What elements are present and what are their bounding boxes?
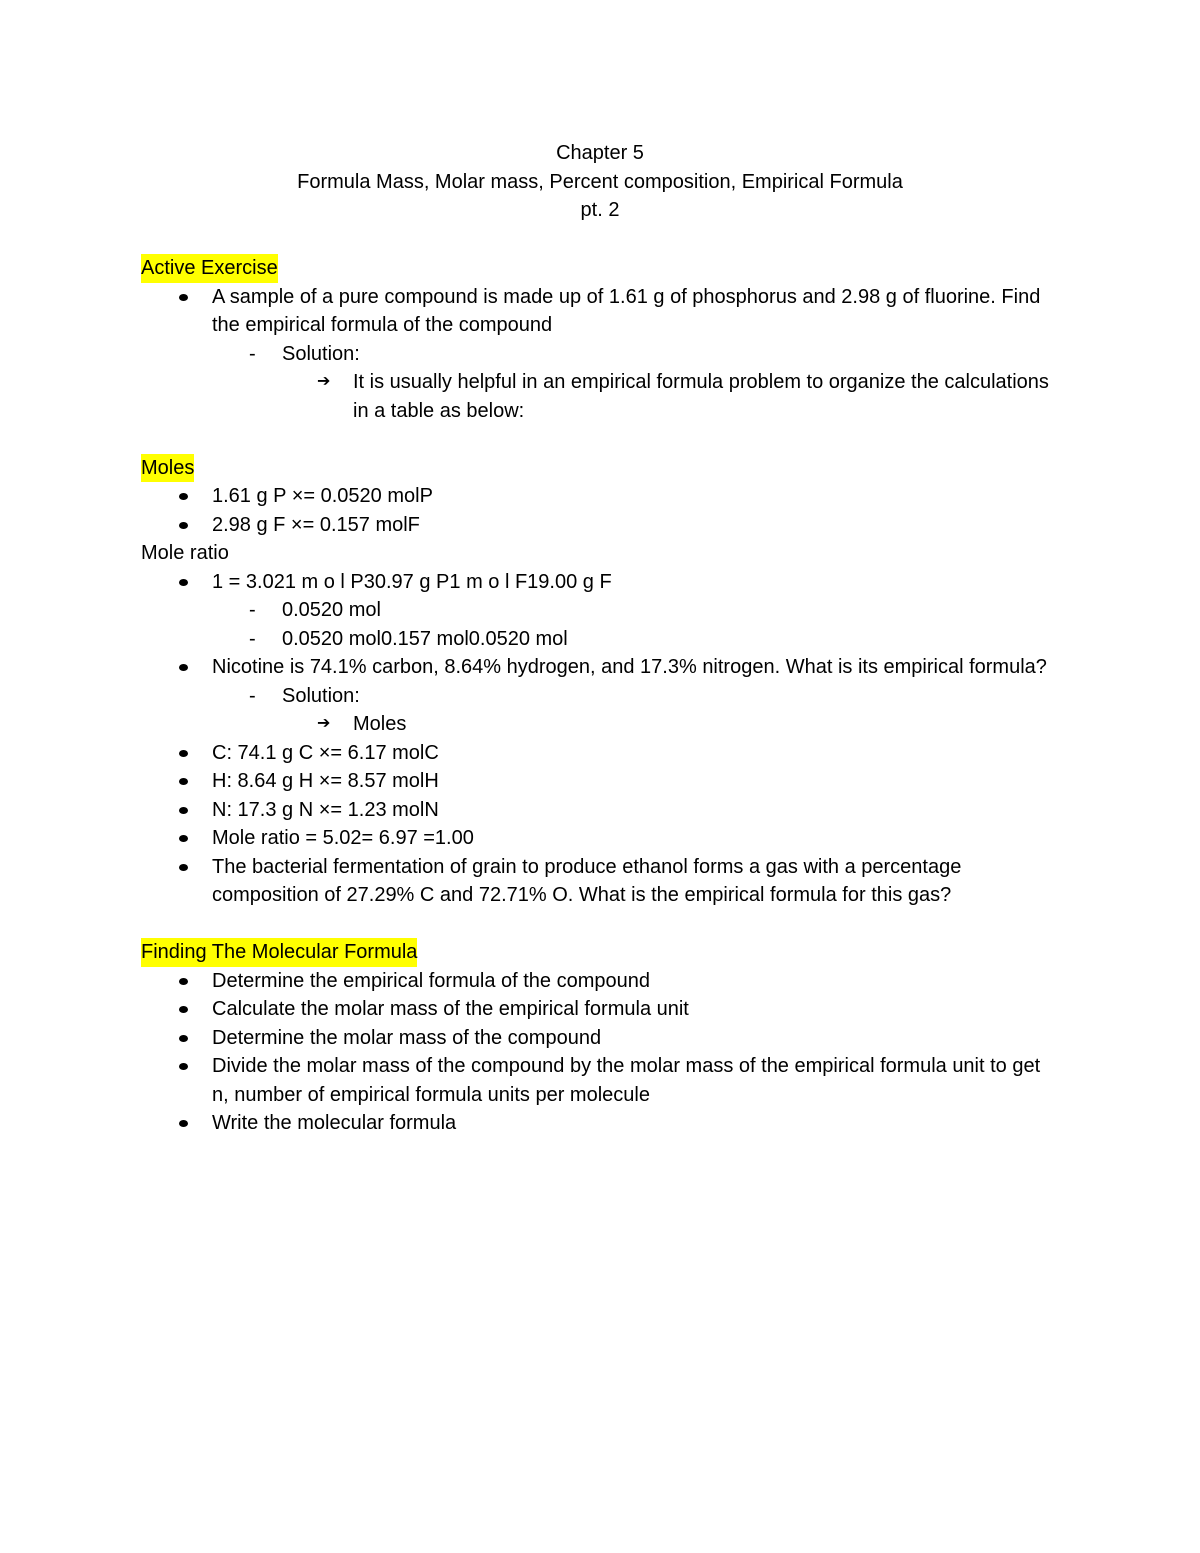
list-item [141,596,1061,625]
list-item [141,796,1061,825]
section-heading-active-exercise: Active Exercise [141,254,278,283]
molecular-formula-steps [141,967,1061,1138]
list-item [141,1052,1061,1109]
list-item [141,767,1061,796]
list-item [141,995,1061,1024]
list-item [141,967,1061,996]
step-text: Determine the empirical formula of the compound [212,969,650,992]
nicotine-item-text: Mole ratio = 5.02= 6.97 =1.00 [212,827,474,849]
bullet-icon [179,522,188,529]
exercise-problem-text: A sample of a pure compound is made up of 1.61 g of phosphorus and 2.98 g of fluorine. Find the empirical formula of the compound [212,285,1041,336]
chapter-title: Chapter 5 [556,142,644,164]
arrow-icon: ➔ [317,373,331,390]
list-item [141,824,1061,853]
step-text: Calculate the molar mass of the empirical formula unit [212,998,689,1020]
list-item [141,340,1061,369]
bullet-icon [179,294,188,301]
title-block [0,139,1200,225]
list-item [141,653,1061,682]
solution-label: Solution: [282,342,360,365]
moles-item-text: 1.61 g P ×= 0.0520 molP [212,485,433,507]
active-exercise-list [141,283,1061,426]
nicotine-item-text: H: 8.64 g H ×= 8.57 molH [212,770,439,792]
step-text: Determine the molar mass of the compound [212,1026,602,1049]
step-text: Divide the molar mass of the compound by the molar mass of the empirical formula unit to get n, number of empirical formula units per molecule [212,1055,1041,1106]
document-body [141,254,1061,1138]
nicotine-item-text: N: 17.3 g N ×= 1.23 molN [212,798,439,821]
ratio-subitem-text: 0.0520 mol [282,599,381,621]
section-heading-molecular-formula: Finding The Molecular Formula [141,938,417,967]
list-item [141,853,1061,910]
bullet-icon [179,1035,188,1042]
mole-ratio-label: Mole ratio [141,542,229,564]
list-item [141,482,1061,511]
nicotine-item-text: The bacterial fermentation of grain to produce ethanol forms a gas with a percentage composition of 27.29% C and 72.71% O. What is the empirical formula for this gas? [212,855,962,906]
list-item [141,625,1061,654]
bullet-icon [179,864,188,871]
step-text: Write the molecular formula [212,1112,457,1134]
dash-icon: - [249,342,256,365]
bullet-icon [179,664,188,671]
nicotine-item-text: C: 74.1 g C ×= 6.17 molC [212,741,439,764]
bullet-icon [179,835,188,842]
nicotine-problem-text: Nicotine is 74.1% carbon, 8.64% hydrogen, and 17.3% nitrogen. What is its empirical formula? [212,656,1047,678]
dash-icon: - [249,684,256,707]
list-item [141,283,1061,340]
solution-note: It is usually helpful in an empirical formula problem to organize the calculations in a table as below: [353,371,1049,422]
bullet-icon [179,778,188,785]
bullet-icon [179,579,188,586]
list-item [141,1024,1061,1053]
chapter-subtitle: Formula Mass, Molar mass, Percent composition, Empirical Formula [297,170,903,193]
solution-label: Solution: [282,684,360,707]
moles-item-text: 2.98 g F ×= 0.157 molF [212,513,420,536]
section-heading-moles: Moles [141,454,194,483]
list-item [141,710,1061,739]
list-item [141,568,1061,597]
bullet-icon [179,493,188,500]
list-item [141,511,1061,540]
bullet-icon [179,1120,188,1127]
mole-ratio-list [141,568,1061,910]
ratio-subitem-text: 0.0520 mol0.157 mol0.0520 mol [282,627,568,650]
bullet-icon [179,750,188,757]
bullet-icon [179,978,188,985]
ratio-item-text: 1 = 3.021 m o l P30.97 g P1 m o l F19.00 g F [212,570,612,593]
dash-icon: - [249,599,256,621]
list-item [141,1109,1061,1138]
arrow-icon: ➔ [317,715,331,732]
dash-icon: - [249,627,256,650]
solution-moles-label: Moles [353,713,407,735]
list-item [141,368,1061,425]
list-item [141,682,1061,711]
bullet-icon [179,1063,188,1070]
bullet-icon [179,1006,188,1013]
bullet-icon [179,807,188,814]
chapter-part: pt. 2 [580,199,620,221]
moles-list [141,482,1061,539]
list-item [141,739,1061,768]
